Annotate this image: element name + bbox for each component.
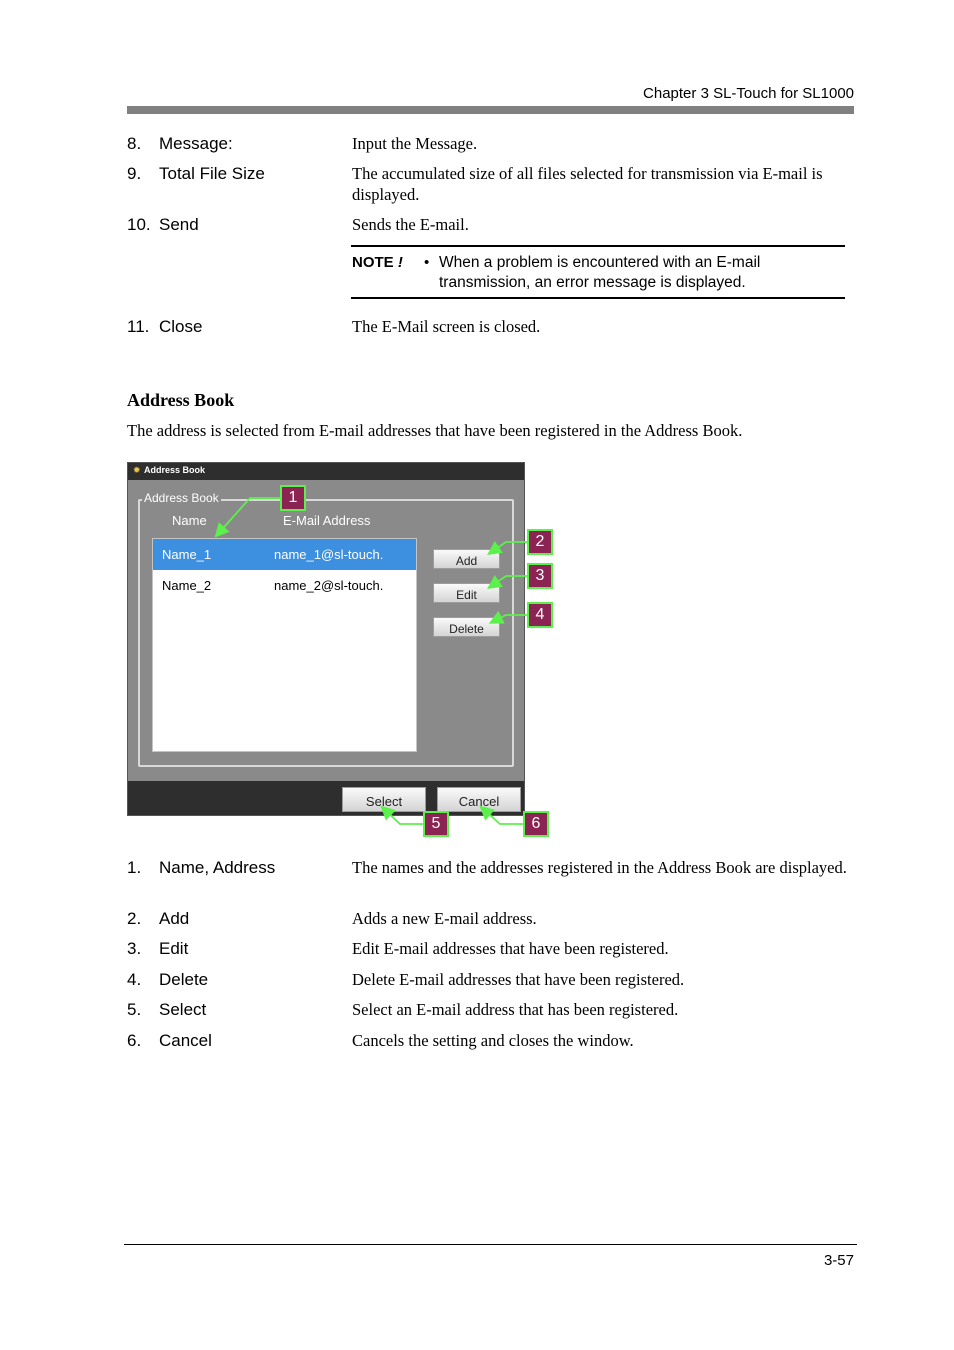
column-header-email: E-Mail Address: [283, 513, 371, 528]
item-number: 9.: [127, 164, 142, 183]
app-icon: ✹: [133, 465, 141, 475]
footer-rule: [124, 1244, 857, 1245]
item-label: Total File Size: [159, 164, 265, 183]
callout-5: 5: [423, 811, 449, 837]
group-title: Address Book: [144, 491, 219, 505]
item-description: Edit E-mail addresses that have been registered.: [352, 939, 669, 958]
note-label-text: NOTE: [352, 254, 394, 271]
item-number: 8.: [127, 134, 142, 153]
item-number: 10.: [127, 215, 151, 234]
item-number: 6.: [127, 1031, 142, 1050]
page-number: 3-57: [823, 1252, 854, 1269]
bullet-icon: •: [424, 254, 430, 271]
leader-6: [482, 808, 523, 824]
item-label: Delete: [159, 970, 209, 989]
item-description: Delete E-mail addresses that have been registered.: [352, 970, 685, 989]
item-label: Send: [159, 215, 199, 234]
item-description: Input the Message.: [352, 134, 478, 153]
item-number: 1.: [127, 858, 142, 877]
item-label: Select: [159, 1000, 207, 1019]
item-label: Add: [159, 909, 190, 928]
item-description: The names and the addresses registered in the Address Book are displayed.: [352, 858, 847, 877]
select-button[interactable]: Select: [342, 787, 426, 812]
column-header-name: Name: [172, 513, 207, 528]
callout-6: 6: [523, 811, 549, 837]
item-label: Close: [159, 317, 203, 336]
item-description: The E-Mail screen is closed.: [352, 317, 541, 336]
item-description: Adds a new E-mail address.: [352, 909, 537, 928]
section-intro: The address is selected from E-mail addresses that have been registered in the Address Book.: [127, 421, 743, 440]
item-label: Name, Address: [159, 858, 276, 877]
chapter-header: Chapter 3 SL-Touch for SL1000: [643, 85, 854, 102]
item-number: 2.: [127, 909, 142, 928]
list-item-name: Name_2: [162, 578, 212, 593]
edit-button[interactable]: Edit: [433, 583, 500, 603]
item-description: Sends the E-mail.: [352, 215, 469, 234]
add-button[interactable]: Add: [433, 549, 500, 569]
callout-4: 4: [527, 602, 553, 628]
item-description: Cancels the setting and closes the window.: [352, 1031, 634, 1050]
callout-2: 2: [527, 529, 553, 555]
callout-3: 3: [527, 563, 553, 589]
dialog-title: Address Book: [144, 465, 206, 475]
item-label: Message:: [159, 134, 233, 153]
note-text: When a problem is encountered with an E-mail transmission, an error message is displayed.: [439, 254, 761, 291]
item-number: 11.: [127, 317, 150, 336]
item-number: 4.: [127, 970, 142, 989]
item-number: 5.: [127, 1000, 142, 1019]
list-item-email: name_1@sl-touch.: [274, 547, 384, 562]
leader-2: [490, 542, 527, 553]
leader-4: [492, 615, 527, 622]
item-number: 3.: [127, 939, 142, 958]
note-mark: !: [397, 254, 403, 271]
cancel-button[interactable]: Cancel: [437, 787, 521, 812]
item-label: Edit: [159, 939, 189, 958]
item-label: Cancel: [159, 1031, 212, 1050]
leader-5: [383, 808, 423, 824]
delete-button[interactable]: Delete: [433, 617, 500, 637]
list-item-name: Name_1: [162, 547, 212, 562]
item-description: The accumulated size of all files selected for transmission via E-mail is displayed.: [352, 164, 823, 204]
section-title: Address Book: [127, 390, 235, 410]
item-description: Select an E-mail address that has been registered.: [352, 1000, 679, 1019]
list-item-email: name_2@sl-touch.: [274, 578, 384, 593]
leader-1: [217, 498, 280, 535]
leader-3: [490, 576, 527, 587]
callout-1: 1: [280, 485, 306, 511]
